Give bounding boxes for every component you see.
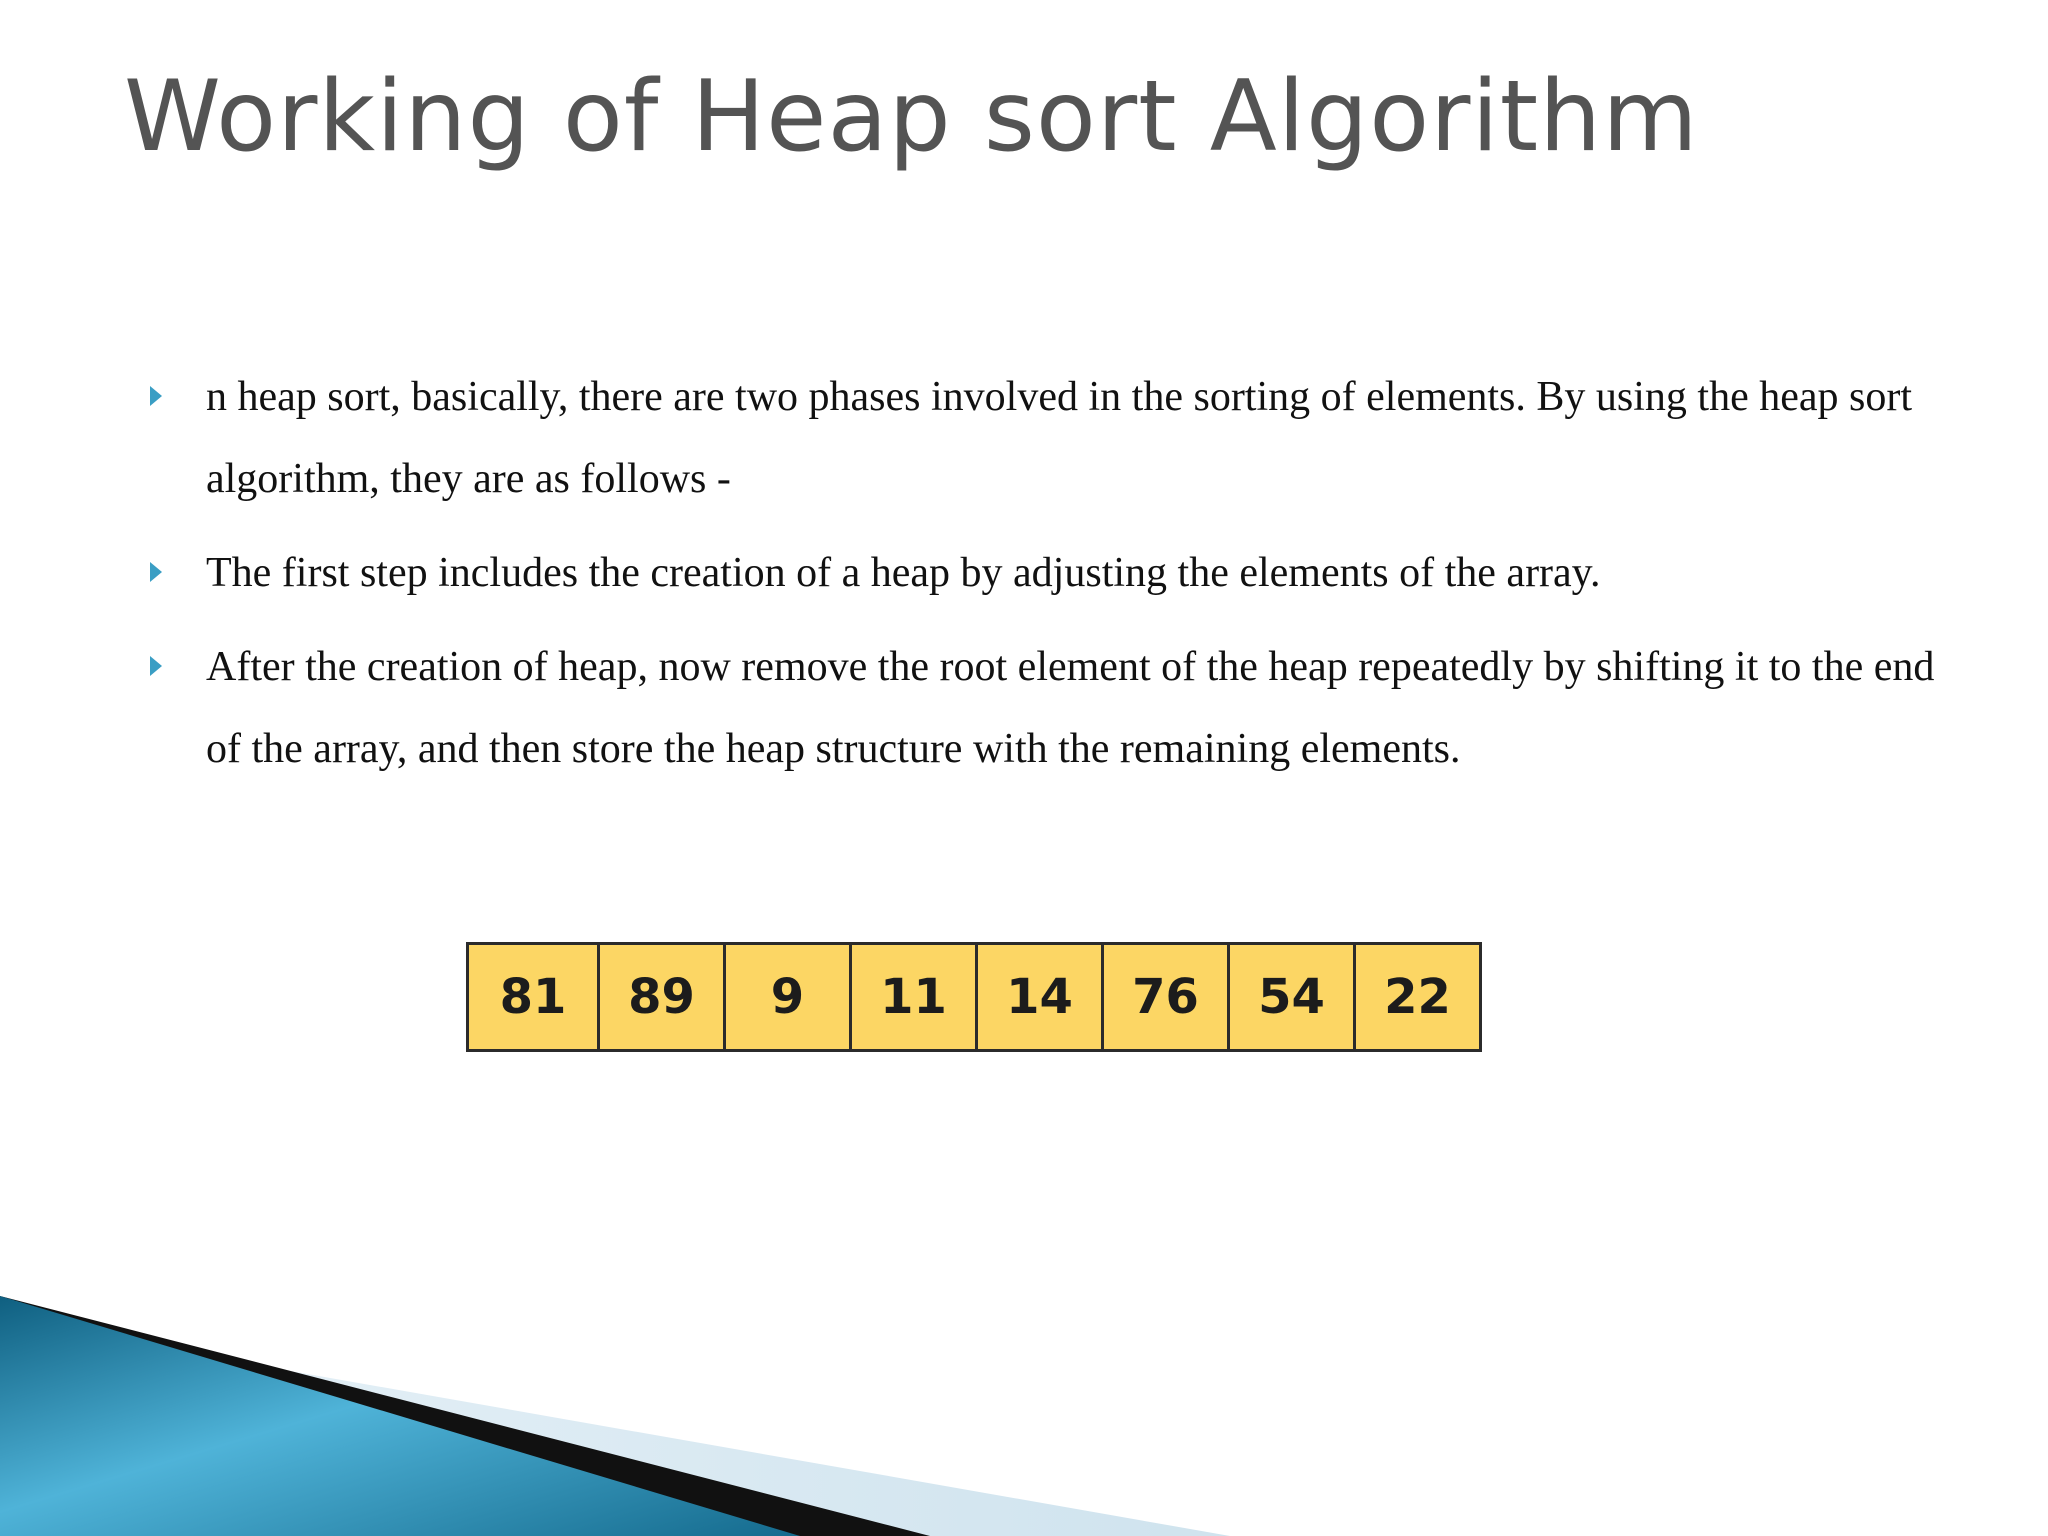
bullet-text: After the creation of heap, now remove the root element of the heap repeatedly by shifting it to the end of the array, and then store the heap structure with the remaining elements.: [206, 644, 1935, 772]
bullet-item: [146, 626, 1936, 790]
array-cell: 76: [1101, 945, 1227, 1049]
bullet-text: The first step includes the creation of a heap by adjusting the elements of the array.: [206, 550, 1601, 596]
triangle-bullet-icon: [150, 386, 162, 406]
slide-title: Working of Heap sort Algorithm: [124, 60, 1699, 174]
array-diagram: [466, 942, 1482, 1052]
bullet-list: [146, 356, 1936, 802]
slide-decoration: [0, 1280, 2048, 1536]
array-cell: 54: [1227, 945, 1353, 1049]
triangle-bullet-icon: [150, 562, 162, 582]
bullet-text: n heap sort, basically, there are two phases involved in the sorting of elements. By using the heap sort algorithm, they are as follows -: [206, 374, 1913, 502]
decor-blue-wedge: [0, 1296, 800, 1536]
array-cell: 22: [1353, 945, 1479, 1049]
array-cell: 11: [849, 945, 975, 1049]
triangle-bullet-icon: [150, 656, 162, 676]
array-cell: 9: [723, 945, 849, 1049]
bullet-item: [146, 532, 1936, 614]
array-cell: 81: [499, 969, 567, 1025]
array-cell: 89: [597, 945, 723, 1049]
bullet-item: [146, 356, 1936, 520]
array-cell: 14: [975, 945, 1101, 1049]
